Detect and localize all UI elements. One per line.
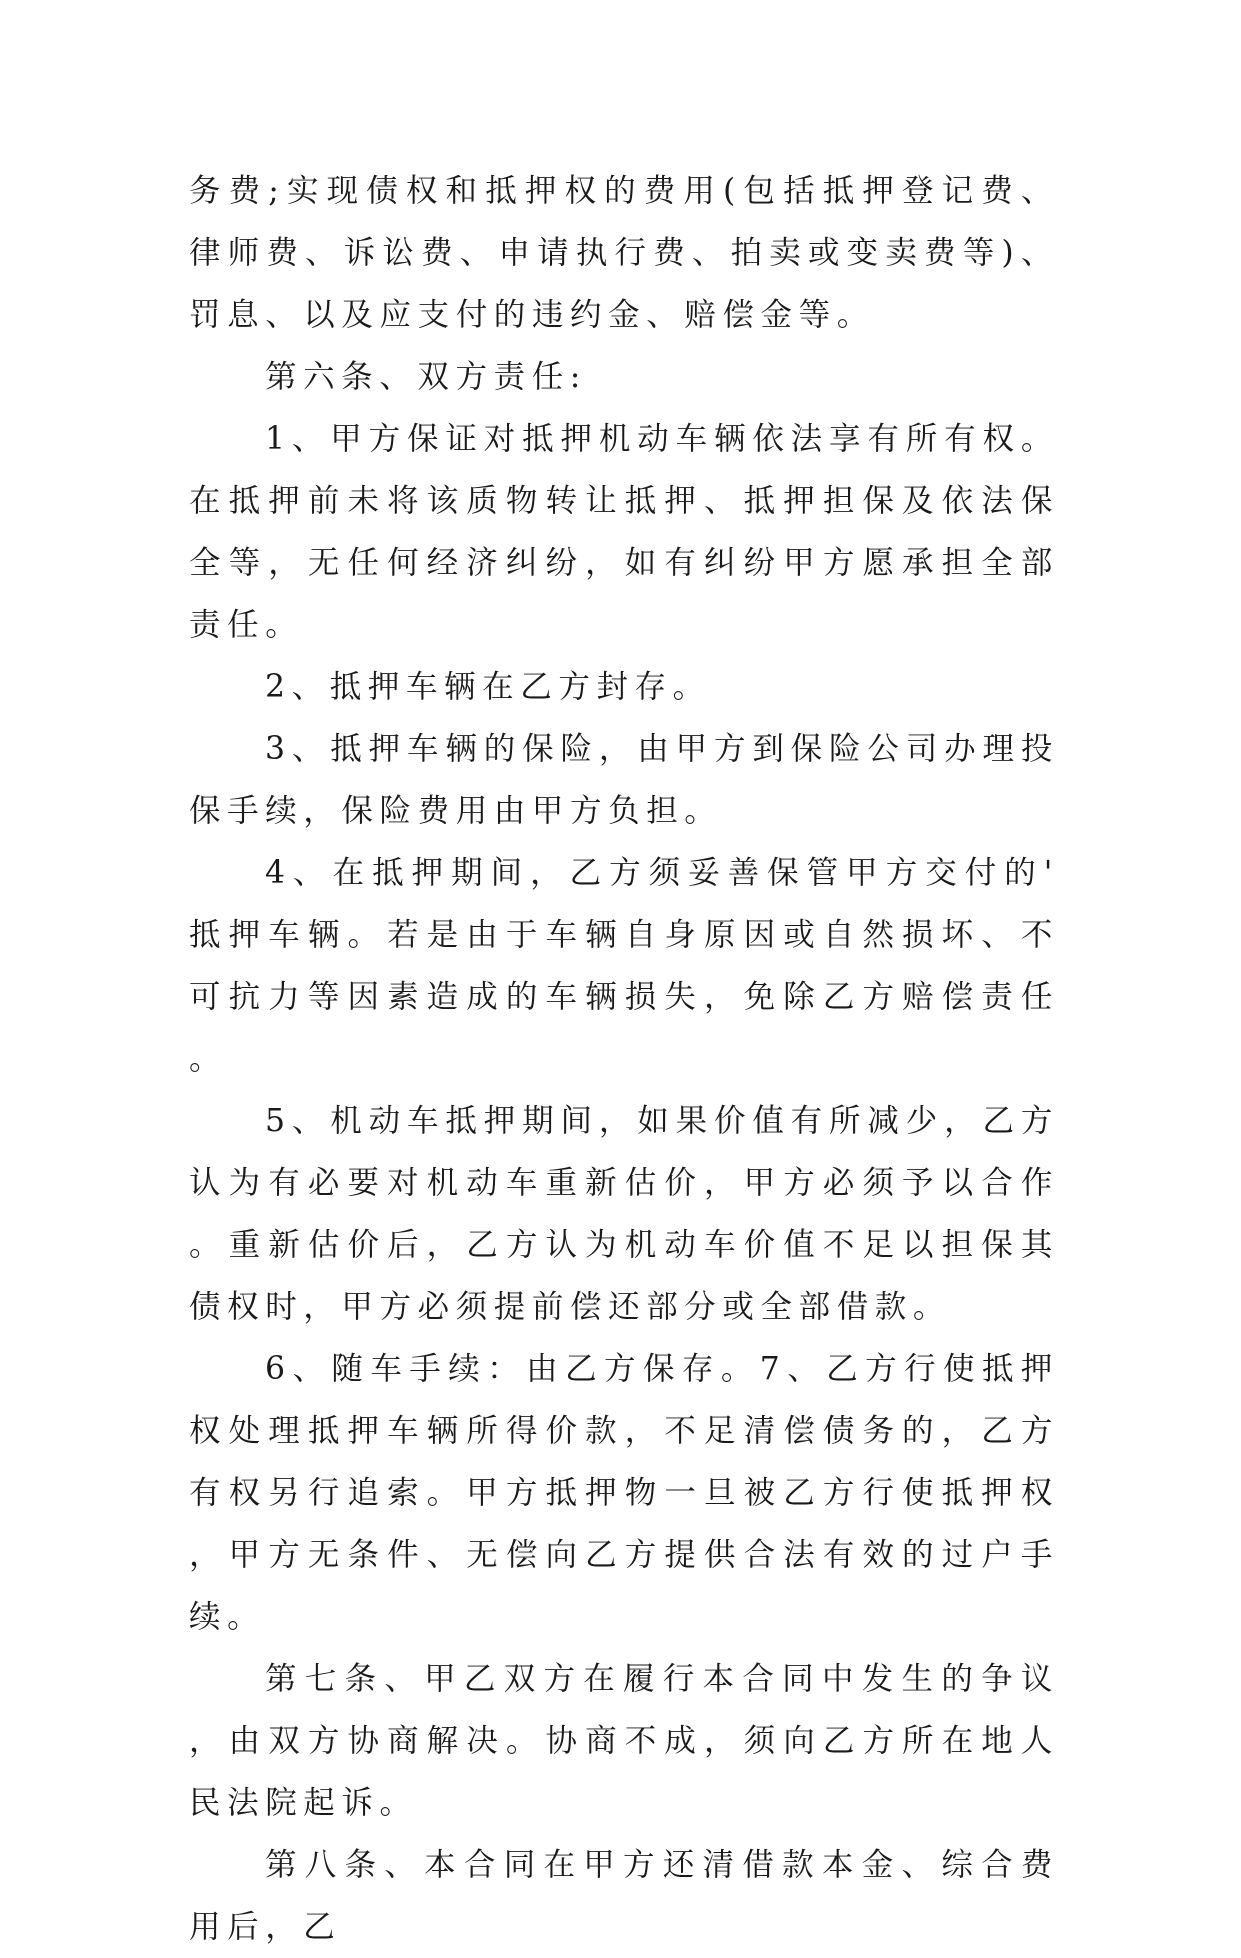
article-6-clause-6-7: 6、随车手续：由乙方保存。7、乙方行使抵押权处理抵押车辆所得价款，不足清偿债务的，乙方有权另行追索。甲方抵押物一旦被乙方行使抵押权，甲方无条件、无偿向乙方提供合法有效的过户手续。	[189, 1351, 1059, 1635]
article-7: 第七条、甲乙双方在履行本合同中发生的争议，由双方协商解决。协商不成，须向乙方所在地人民法院起诉。	[189, 1661, 1059, 1821]
article-6-clause-4: 4、在抵押期间，乙方须妥善保管甲方交付的'抵押车辆。若是由于车辆自身原因或自然损坏、不可抗力等因素造成的车辆损失，免除乙方赔偿责任。	[189, 855, 1059, 1077]
article-6-clause-1: 1、甲方保证对抵押机动车辆依法享有所有权。在抵押前未将该质物转让抵押、抵押担保及依法保全等，无任何经济纠纷，如有纠纷甲方愿承担全部责任。	[189, 421, 1059, 643]
article-6-clause-2: 2、抵押车辆在乙方封存。	[265, 669, 711, 705]
article-6-clause-5: 5、机动车抵押期间，如果价值有所减少，乙方认为有必要对机动车重新估价，甲方必须予以合作。重新估价后，乙方认为机动车价值不足以担保其债权时，甲方必须提前偿还部分或全部借款。	[189, 1103, 1059, 1325]
article-6-heading: 第六条、双方责任:	[265, 359, 588, 395]
paragraph-continuation: 务费;实现债权和抵押权的费用(包括抵押登记费、律师费、诉讼费、申请执行费、拍卖或变卖费等)、罚息、以及应支付的违约金、赔偿金等。	[189, 173, 1059, 333]
document-body	[189, 160, 1059, 1958]
article-8: 第八条、本合同在甲方还清借款本金、综合费用后，乙	[189, 1847, 1059, 1945]
article-6-clause-3: 3、抵押车辆的保险，由甲方到保险公司办理投保手续，保险费用由甲方负担。	[189, 731, 1059, 829]
